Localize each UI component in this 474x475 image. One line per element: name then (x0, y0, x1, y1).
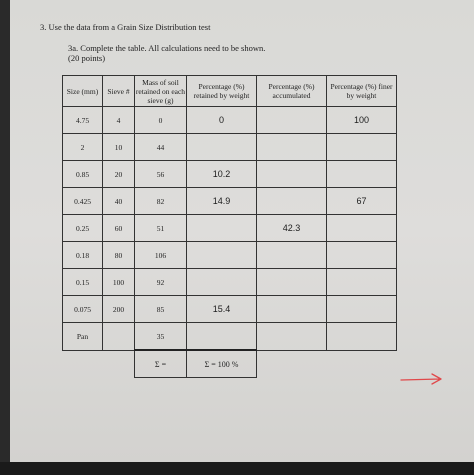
cell-pct-finer (327, 269, 397, 296)
cell-size: 0.18 (63, 242, 103, 269)
cell-size: 0.075 (63, 296, 103, 323)
cell-pct-retained: 15.4 (187, 296, 257, 323)
cell-pct-accumulated (257, 188, 327, 215)
table-row (63, 134, 397, 161)
cell-pct-retained (187, 134, 257, 161)
cell-pct-finer: 67 (327, 188, 397, 215)
cell-pct-retained (187, 269, 257, 296)
cell-size: 4.75 (63, 107, 103, 134)
header-pct-retained: Percentage (%) retained by weight (187, 76, 257, 107)
table-row (63, 296, 397, 323)
part-label: 3a. Complete the table. All calculations need to be shown. (68, 43, 266, 53)
cell-pct-retained (187, 242, 257, 269)
cell-pct-accumulated (257, 134, 327, 161)
table-row (63, 269, 397, 296)
cell-size: 2 (63, 134, 103, 161)
cell-mass: 0 (135, 107, 187, 134)
cell-size: 0.85 (63, 161, 103, 188)
cell-mass: 82 (135, 188, 187, 215)
cell-mass: 35 (135, 323, 187, 351)
header-size: Size (mm) (63, 76, 103, 107)
cell-pct-accumulated (257, 242, 327, 269)
cell-pct-accumulated (257, 107, 327, 134)
table-row (63, 323, 397, 351)
blank-cell (63, 350, 103, 378)
question-title: 3. Use the data from a Grain Size Distribution test (40, 22, 211, 32)
cell-sieve: 100 (103, 269, 135, 296)
cell-pct-retained (187, 323, 257, 351)
blank-cell (257, 350, 327, 378)
cell-mass: 51 (135, 215, 187, 242)
table-sum-row (63, 350, 397, 378)
table-row (63, 188, 397, 215)
cell-sieve: 60 (103, 215, 135, 242)
cell-pct-retained: 14.9 (187, 188, 257, 215)
cell-sieve: 20 (103, 161, 135, 188)
cell-pct-finer (327, 161, 397, 188)
table-header-row (63, 76, 397, 107)
cell-pct-finer (327, 242, 397, 269)
cell-size: 0.425 (63, 188, 103, 215)
cell-sieve: 10 (103, 134, 135, 161)
cell-pct-accumulated (257, 269, 327, 296)
grain-size-table (62, 75, 397, 378)
header-mass: Mass of soil retained on each sieve (g) (135, 77, 186, 105)
part-points: (20 points) (68, 53, 106, 63)
cell-pct-finer (327, 215, 397, 242)
cell-sieve: 40 (103, 188, 135, 215)
cell-pct-finer (327, 296, 397, 323)
cell-mass: 56 (135, 161, 187, 188)
cell-size: 0.25 (63, 215, 103, 242)
blank-cell (103, 350, 135, 378)
header-pct-finer: Percentage (%) finer by weight (327, 76, 397, 107)
cell-pct-accumulated (257, 323, 327, 351)
cell-sieve: 4 (103, 107, 135, 134)
right-arrow-icon (400, 372, 444, 386)
table-row (63, 107, 397, 134)
background-edge-bottom (0, 462, 474, 475)
cell-mass: 44 (135, 134, 187, 161)
cell-pct-accumulated (257, 161, 327, 188)
pct-sum-cell: Σ = 100 % (187, 350, 257, 378)
background-edge (0, 0, 10, 462)
cell-pct-retained: 0 (187, 107, 257, 134)
cell-mass: 85 (135, 296, 187, 323)
header-pct-accumulated: Percentage (%) accumulated (257, 76, 327, 107)
cell-pct-finer (327, 323, 397, 351)
cell-pct-finer (327, 134, 397, 161)
cell-pct-accumulated (257, 296, 327, 323)
cell-pct-retained: 10.2 (187, 161, 257, 188)
blank-cell (327, 350, 397, 378)
header-sieve: Sieve # (103, 76, 135, 107)
part-instructions (68, 43, 265, 63)
cell-mass: 106 (135, 242, 187, 269)
cell-size: Pan (63, 323, 103, 351)
cell-pct-finer: 100 (327, 107, 397, 134)
cell-sieve: 200 (103, 296, 135, 323)
mass-sum-cell: Σ = (135, 350, 187, 378)
table-row (63, 161, 397, 188)
cell-mass: 92 (135, 269, 187, 296)
cell-size: 0.15 (63, 269, 103, 296)
cell-pct-accumulated: 42.3 (257, 215, 327, 242)
table-row (63, 242, 397, 269)
cell-sieve: 80 (103, 242, 135, 269)
cell-pct-retained (187, 215, 257, 242)
table-row (63, 215, 397, 242)
cell-sieve (103, 323, 135, 351)
